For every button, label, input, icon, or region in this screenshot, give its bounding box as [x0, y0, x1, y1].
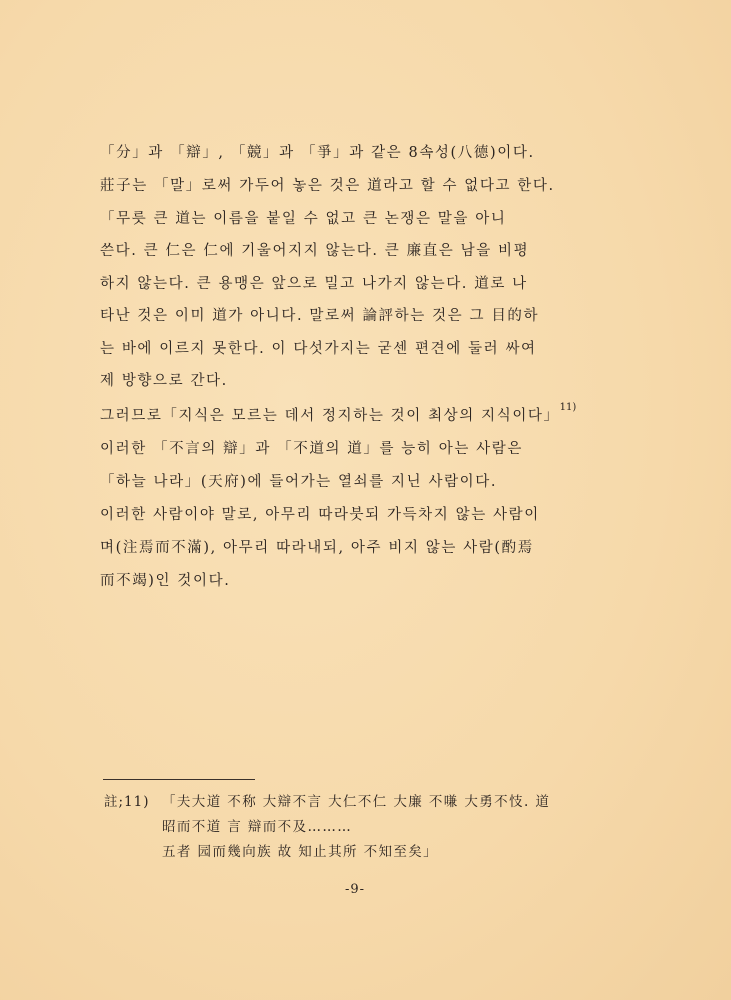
text-line-9: [100, 402, 577, 424]
footnote-label: 註;11): [104, 794, 150, 810]
footnote-line-1: 「夫大道 不称 大辯不言 大仁不仁 大廉 不嗛 大勇不忮. 道: [162, 794, 551, 810]
text-line-11: 「하늘 나라」(天府)에 들어가는 열쇠를 지닌 사람이다.: [100, 474, 498, 490]
footnote-line-3: 五者 园而幾向族 故 知止其所 不知至矣」: [162, 844, 439, 860]
text-line-9-content: 그러므로「지식은 모르는 데서 정지하는 것이 최상의 지식이다」: [100, 408, 560, 424]
page-number: -9-: [345, 882, 366, 897]
text-line-14: 而不竭)인 것이다.: [100, 573, 231, 589]
footnote-divider: [103, 779, 255, 780]
text-line-8: 제 방향으로 간다.: [100, 373, 228, 389]
text-line-2: 莊子는 「말」로써 가두어 놓은 것은 道라고 할 수 없다고 한다.: [100, 178, 555, 194]
text-line-4: 쓴다. 큰 仁은 仁에 기울어지지 않는다. 큰 廉直은 남을 비평: [100, 243, 530, 259]
text-line-13: 며(注焉而不滿), 아무리 따라내되, 아주 비지 않는 사람(酌焉: [100, 540, 534, 556]
text-line-3: 「무릇 큰 道는 이름을 붙일 수 없고 큰 논쟁은 말을 아니: [100, 211, 507, 227]
footnote-reference: 11): [559, 402, 577, 413]
text-line-1: 「分」과 「辯」, 「競」과 「爭」과 같은 8속성(八德)이다.: [100, 145, 535, 161]
text-line-10: 이러한 「不言의 辯」과 「不道의 道」를 능히 아는 사람은: [100, 441, 523, 457]
text-line-12: 이러한 사람이야 말로, 아무리 따라붓되 가득차지 않는 사람이: [100, 507, 540, 523]
text-line-6: 타난 것은 이미 道가 아니다. 말로써 論評하는 것은 그 目的하: [100, 308, 540, 324]
text-line-7: 는 바에 이르지 못한다. 이 다섯가지는 굳센 편견에 둘러 싸여: [100, 341, 537, 357]
text-line-5: 하지 않는다. 큰 용맹은 앞으로 밀고 나가지 않는다. 道로 나: [100, 276, 528, 292]
footnote-line-2: 昭而不道 言 辯而不及………: [162, 819, 353, 835]
